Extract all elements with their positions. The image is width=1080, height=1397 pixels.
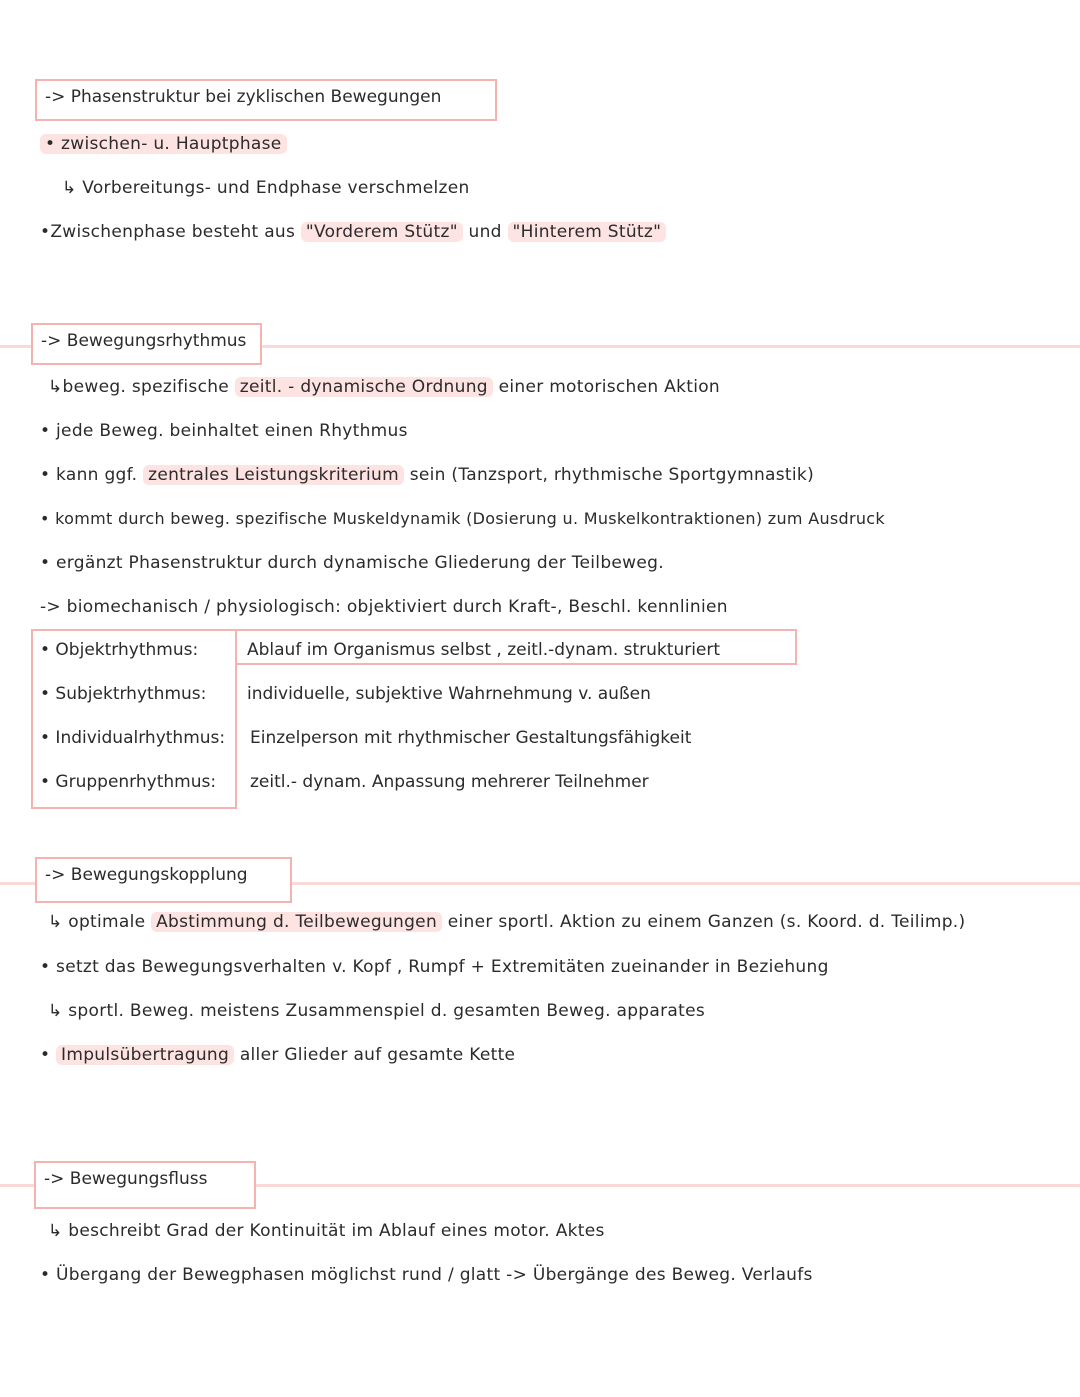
divider-line bbox=[0, 882, 35, 885]
highlighted-text: Abstimmung d. Teilbewegungen bbox=[151, 912, 442, 932]
note-line bbox=[40, 1045, 515, 1065]
text-segment: aller Glieder auf gesamte Kette bbox=[239, 1045, 516, 1065]
note-line bbox=[40, 465, 814, 485]
note-line: ↳ beschreibt Grad der Kontinuität im Ablauf eines motor. Aktes bbox=[48, 1221, 605, 1241]
note-line bbox=[40, 222, 666, 242]
definition-text: Einzelperson mit rhythmischer Gestaltungsfähigkeit bbox=[250, 728, 692, 748]
highlighted-text: Impulsübertragung bbox=[56, 1045, 234, 1065]
divider-line bbox=[262, 345, 1080, 348]
heading-bewegungsfluss bbox=[34, 1161, 256, 1209]
term-subjektrhythmus: • Subjektrhythmus: bbox=[40, 684, 207, 704]
note-line: ↳ Vorbereitungs- und Endphase verschmelzen bbox=[62, 178, 470, 198]
heading-bewegungskopplung bbox=[35, 857, 292, 903]
note-line bbox=[48, 912, 965, 932]
text-segment: ↳ optimale bbox=[48, 912, 146, 932]
highlighted-text: zeitl. - dynamische Ordnung bbox=[235, 377, 493, 397]
term-objektrhythmus: • Objektrhythmus: bbox=[40, 640, 199, 660]
note-line: ↳ sportl. Beweg. meistens Zusammenspiel d. gesamten Beweg. apparates bbox=[48, 1001, 706, 1021]
text-segment: einer sportl. Aktion zu einem Ganzen (s. Koord. d. Teilimp.) bbox=[447, 912, 966, 932]
text-segment: sein (Tanzsport, rhythmische Sportgymnastik) bbox=[409, 465, 815, 485]
text-segment: und bbox=[468, 222, 502, 242]
note-line: • Übergang der Bewegphasen möglichst rund / glatt -> Übergänge des Beweg. Verlaufs bbox=[40, 1265, 813, 1285]
text-segment: • kann ggf. bbox=[40, 465, 138, 485]
highlighted-text: zentrales Leistungskriterium bbox=[143, 465, 404, 485]
divider-line bbox=[292, 882, 1080, 885]
heading-text: -> Bewegungskopplung bbox=[45, 865, 248, 885]
text-segment: • bbox=[40, 1045, 51, 1065]
note-line: -> biomechanisch / physiologisch: objektiviert durch Kraft-, Beschl. kennlinien bbox=[40, 597, 728, 617]
note-line: • jede Beweg. beinhaltet einen Rhythmus bbox=[40, 421, 408, 441]
definition-text: Ablauf im Organismus selbst , zeitl.-dynam. strukturiert bbox=[247, 640, 721, 660]
highlighted-text: "Vorderem Stütz" bbox=[301, 222, 463, 242]
text-segment: ↳beweg. spezifische bbox=[48, 377, 230, 397]
divider-line bbox=[256, 1184, 1080, 1187]
divider-line bbox=[0, 1184, 34, 1187]
note-line bbox=[40, 134, 287, 154]
definition-text: individuelle, subjektive Wahrnehmung v. außen bbox=[247, 684, 651, 704]
note-line: • ergänzt Phasenstruktur durch dynamische Gliederung der Teilbeweg. bbox=[40, 553, 664, 573]
note-line: • setzt das Bewegungsverhalten v. Kopf , Rumpf + Extremitäten zueinander in Beziehung bbox=[40, 957, 829, 977]
divider-line bbox=[0, 345, 31, 348]
note-line bbox=[48, 377, 720, 397]
heading-text: -> Bewegungsrhythmus bbox=[41, 331, 247, 351]
term-individualrhythmus: • Individualrhythmus: bbox=[40, 728, 226, 748]
heading-text: -> Bewegungsfluss bbox=[44, 1169, 208, 1189]
text-segment: einer motorischen Aktion bbox=[498, 377, 720, 397]
text-segment: •Zwischenphase besteht aus bbox=[40, 222, 296, 242]
term-gruppenrhythmus: • Gruppenrhythmus: bbox=[40, 772, 217, 792]
heading-text: -> Phasenstruktur bei zyklischen Bewegungen bbox=[45, 87, 442, 107]
note-line: • kommt durch beweg. spezifische Muskeldynamik (Dosierung u. Muskelkontraktionen) zum Ausdruck bbox=[40, 509, 885, 528]
highlighted-text: "Hinterem Stütz" bbox=[508, 222, 667, 242]
highlighted-text: • zwischen- u. Hauptphase bbox=[40, 134, 287, 154]
heading-bewegungsrhythmus bbox=[31, 323, 262, 365]
heading-phasenstruktur bbox=[35, 79, 497, 121]
definition-text: zeitl.- dynam. Anpassung mehrerer Teilnehmer bbox=[250, 772, 649, 792]
